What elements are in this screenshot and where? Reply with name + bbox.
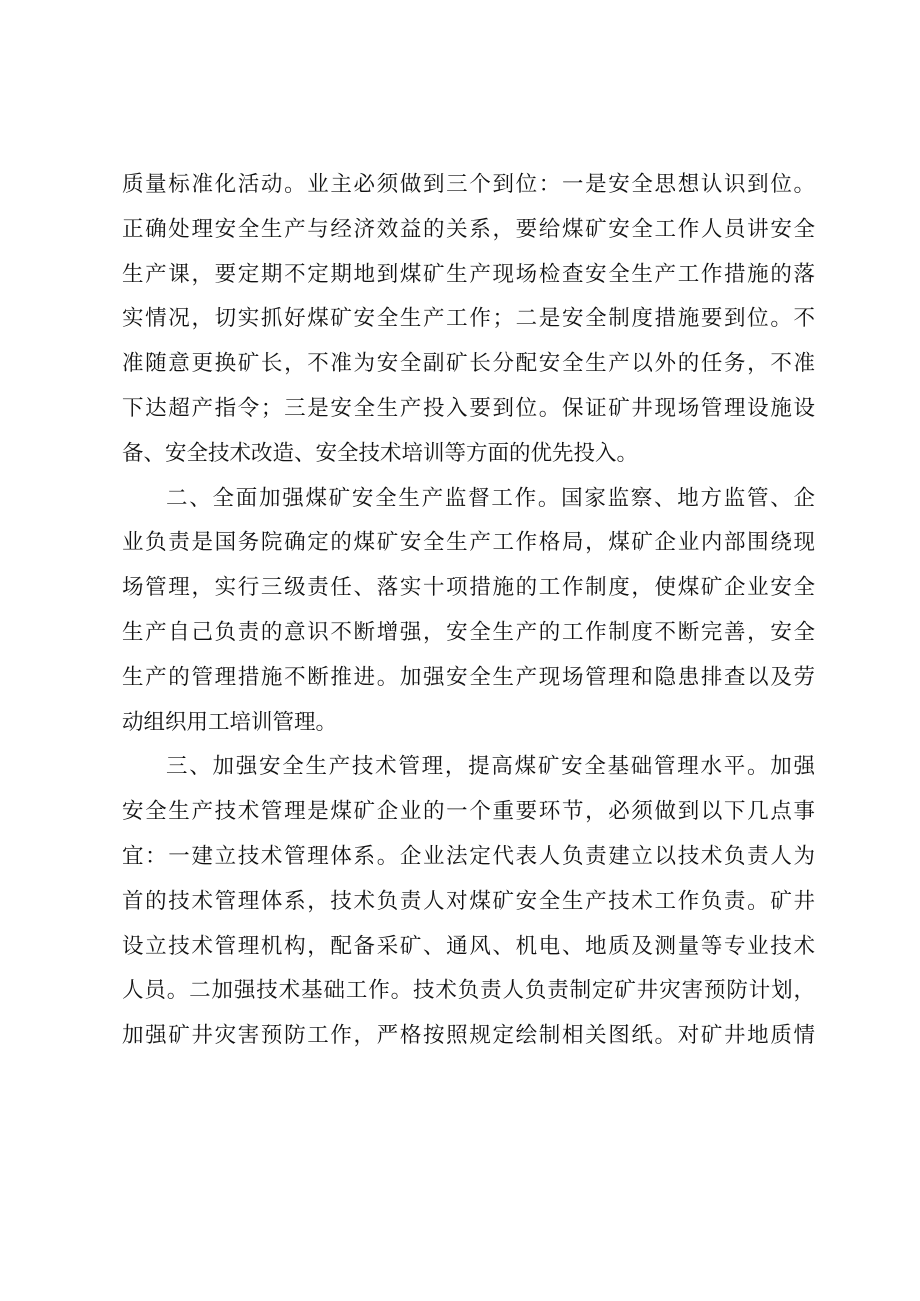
text-line: 生产课，要定期不定期地到煤矿生产现场检查安全生产工作措施的落 (122, 261, 815, 287)
text-line: 生产自己负责的意识不断增强，安全生产的工作制度不断完善，安全 (122, 619, 815, 645)
document-page (122, 163, 815, 1059)
text-line: 动组织用工培训管理。 (122, 709, 338, 735)
text-line: 生产的管理措施不断推进。加强安全生产现场管理和隐患排查以及劳 (122, 664, 815, 690)
text-line: 业负责是国务院确定的煤矿安全生产工作格局，煤矿企业内部围绕现 (122, 530, 815, 556)
text-line: 正确处理安全生产与经济效益的关系，要给煤矿安全工作人员讲安全 (122, 216, 815, 242)
text-line: 备、安全技术改造、安全技术培训等方面的优先投入。 (122, 440, 639, 466)
paragraph-first-line: 二、全面加强煤矿安全生产监督工作。国家监察、地方监管、企 (166, 485, 815, 511)
text-line: 场管理，实行三级责任、落实十项措施的工作制度，使煤矿企业安全 (122, 575, 815, 601)
text-line: 加强矿井灾害预防工作，严格按照规定绘制相关图纸。对矿井地质情 (122, 1023, 815, 1049)
text-line: 实情况，切实抓好煤矿安全生产工作；二是安全制度措施要到位。不 (122, 306, 815, 332)
paragraph-first-line: 三、加强安全生产技术管理，提高煤矿安全基础管理水平。加强 (166, 754, 815, 780)
text-line: 人员。二加强技术基础工作。技术负责人负责制定矿井灾害预防计划， (122, 978, 815, 1004)
text-line: 宜：一建立技术管理体系。企业法定代表人负责建立以技术负责人为 (122, 843, 815, 869)
text-line: 准随意更换矿长，不准为安全副矿长分配安全生产以外的任务，不准 (122, 351, 815, 377)
text-line: 下达超产指令；三是安全生产投入要到位。保证矿井现场管理设施设 (122, 395, 815, 421)
text-line: 质量标准化活动。业主必须做到三个到位：一是安全思想认识到位。 (122, 172, 815, 197)
text-line: 设立技术管理机构，配备采矿、通风、机电、地质及测量等专业技术 (122, 933, 815, 959)
text-line: 安全生产技术管理是煤矿企业的一个重要环节，必须做到以下几点事 (122, 799, 815, 825)
text-line: 首的技术管理体系，技术负责人对煤矿安全生产技术工作负责。矿井 (122, 888, 815, 914)
